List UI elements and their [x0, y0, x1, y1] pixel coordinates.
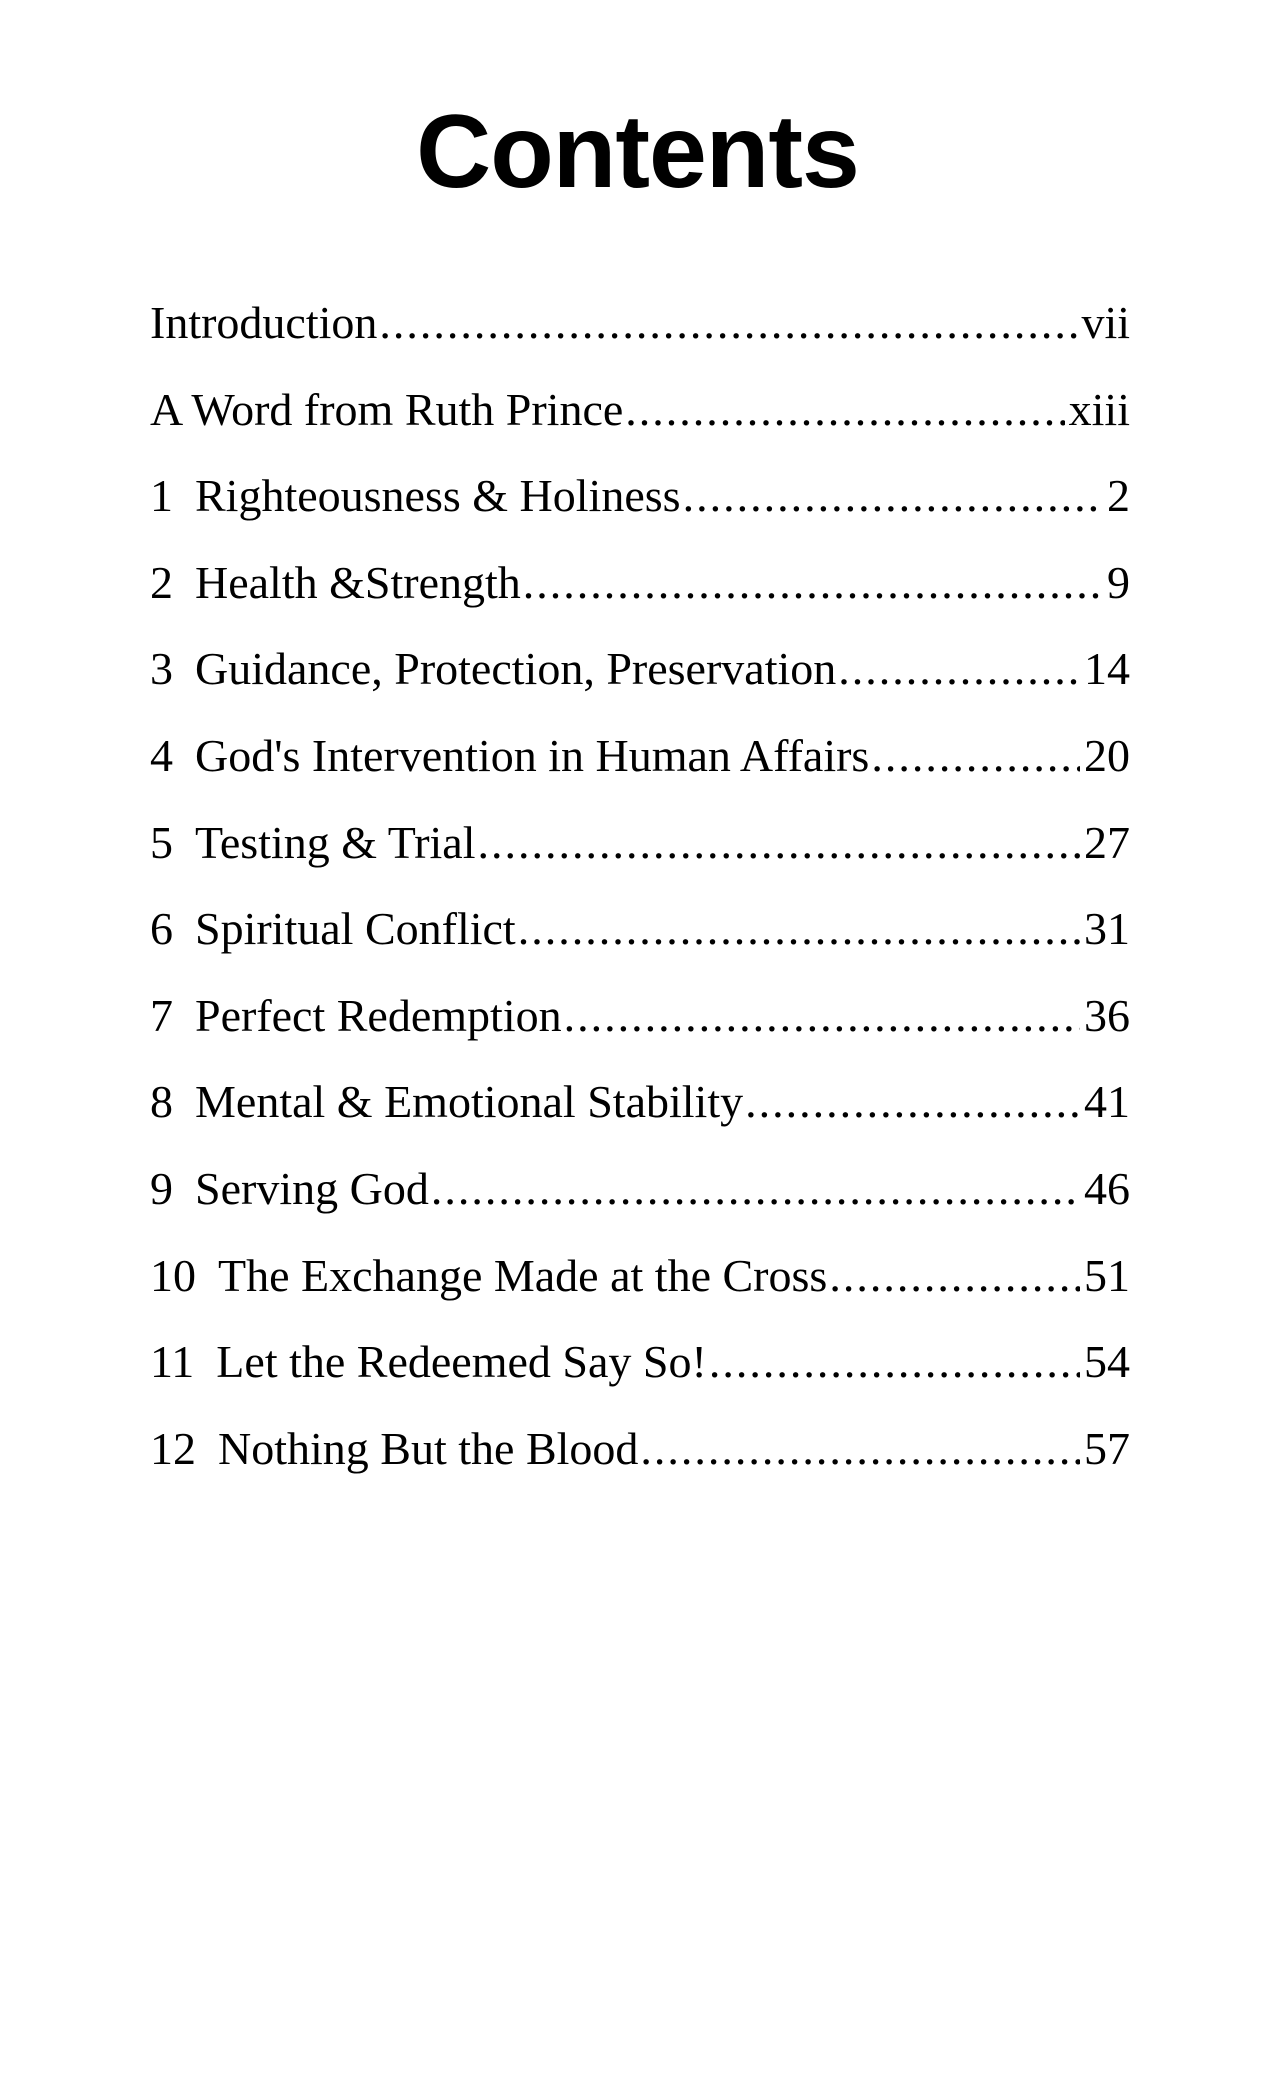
- dot-leader: [478, 800, 1081, 887]
- toc-entry-number: 1: [150, 470, 173, 522]
- toc-entry-label: Righteousness & Holiness: [195, 470, 681, 522]
- toc-entry-number: 7: [150, 989, 173, 1041]
- dot-leader: [379, 280, 1077, 367]
- toc-entry-page: 2: [1107, 470, 1130, 522]
- toc-entry-chapter-4[interactable]: [150, 713, 1130, 800]
- toc-entry-chapter-6[interactable]: [150, 886, 1130, 973]
- dot-leader: [431, 1146, 1080, 1233]
- page-title: Contents: [416, 94, 859, 210]
- toc-entry-page: 54: [1084, 1336, 1130, 1388]
- toc-entry-number: 5: [150, 816, 173, 868]
- toc-entry-page: 57: [1084, 1422, 1130, 1474]
- toc-entry-label: Introduction: [150, 297, 378, 348]
- toc-entry-page: 36: [1084, 989, 1130, 1041]
- toc-entry-page: vii: [1081, 297, 1130, 348]
- dot-leader: [640, 1406, 1080, 1493]
- toc-entry-label: A Word from Ruth Prince: [150, 383, 624, 435]
- toc-entry-number: 2: [150, 556, 173, 608]
- toc-entry-label: Guidance, Protection, Preservation: [195, 643, 837, 695]
- dot-leader: [871, 713, 1080, 800]
- toc-entry-label: Health &Strength: [195, 556, 521, 608]
- toc-entry-page: 51: [1084, 1249, 1130, 1301]
- toc-entry-number: 12: [150, 1422, 196, 1474]
- toc-entry-chapter-8[interactable]: [150, 1059, 1130, 1146]
- toc-entry-chapter-7[interactable]: [150, 973, 1130, 1060]
- toc-entry-label: Let the Redeemed Say So!: [216, 1336, 707, 1388]
- toc-entry-word-from-ruth-prince[interactable]: [150, 367, 1130, 454]
- toc-entry-label: The Exchange Made at the Cross: [218, 1249, 828, 1301]
- toc-entry-page: 31: [1084, 903, 1130, 955]
- dot-leader: [564, 973, 1080, 1060]
- toc-entry-page: 9: [1107, 556, 1130, 608]
- toc-entry-chapter-10[interactable]: [150, 1233, 1130, 1320]
- toc-entry-page: 20: [1084, 729, 1130, 781]
- dot-leader: [709, 1319, 1080, 1406]
- dot-leader: [838, 626, 1080, 713]
- dot-leader: [683, 453, 1103, 540]
- toc-entry-label: God's Intervention in Human Affairs: [195, 729, 870, 781]
- dot-leader: [625, 367, 1064, 454]
- toc-entry-chapter-1[interactable]: [150, 453, 1130, 540]
- dot-leader: [829, 1233, 1080, 1320]
- toc-entry-chapter-12[interactable]: [150, 1406, 1130, 1493]
- dot-leader: [523, 540, 1103, 627]
- toc-entry-page: 14: [1084, 643, 1130, 695]
- toc-entry-chapter-11[interactable]: [150, 1319, 1130, 1406]
- toc-entry-chapter-3[interactable]: [150, 626, 1130, 713]
- toc-entry-chapter-9[interactable]: [150, 1146, 1130, 1233]
- toc-entry-number: 11: [150, 1336, 195, 1388]
- toc-entry-number: 8: [150, 1076, 173, 1128]
- toc-entry-page: 46: [1084, 1162, 1130, 1214]
- dot-leader: [518, 886, 1080, 973]
- toc-entry-label: Spiritual Conflict: [195, 903, 516, 955]
- toc-entry-label: Testing & Trial: [195, 816, 476, 868]
- toc-entry-label: Mental & Emotional Stability: [195, 1076, 744, 1128]
- toc-entry-page: 41: [1084, 1076, 1130, 1128]
- toc-entry-number: 10: [150, 1249, 196, 1301]
- table-of-contents: [150, 280, 1130, 1492]
- toc-entry-chapter-2[interactable]: [150, 540, 1130, 627]
- toc-entry-number: 4: [150, 729, 173, 781]
- toc-entry-page: 27: [1084, 816, 1130, 868]
- toc-entry-chapter-5[interactable]: [150, 800, 1130, 887]
- toc-entry-number: 6: [150, 903, 173, 955]
- toc-entry-introduction[interactable]: [150, 280, 1130, 367]
- toc-entry-page: xiii: [1068, 383, 1130, 435]
- dot-leader: [745, 1059, 1080, 1146]
- toc-entry-number: 9: [150, 1162, 173, 1214]
- toc-entry-label: Serving God: [195, 1162, 429, 1214]
- toc-entry-number: 3: [150, 643, 173, 695]
- toc-entry-label: Nothing But the Blood: [218, 1422, 639, 1474]
- toc-entry-label: Perfect Redemption: [195, 989, 562, 1041]
